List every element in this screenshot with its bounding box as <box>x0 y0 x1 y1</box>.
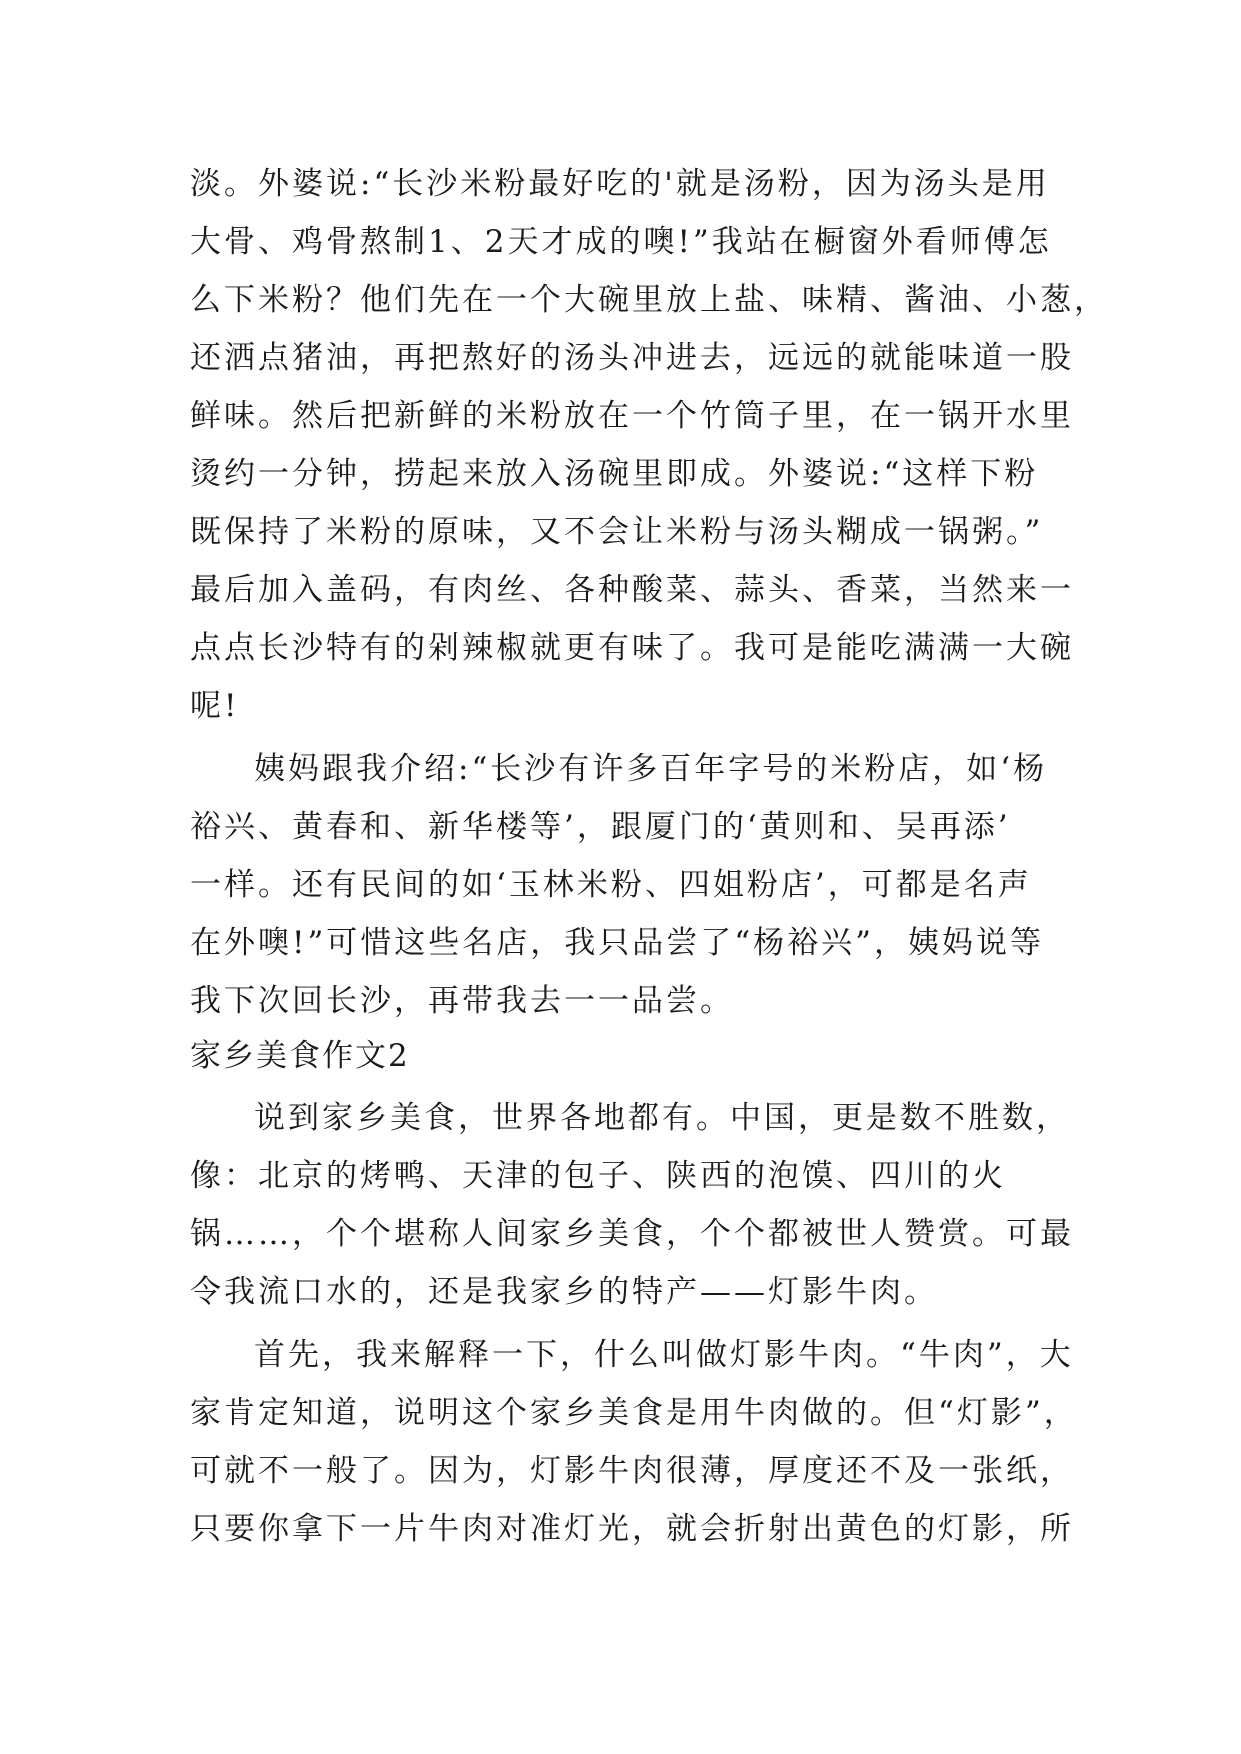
text-line: 最后加入盖码，有肉丝、各种酸菜、蒜头、香菜，当然来一 <box>190 572 1074 608</box>
text-line: 么下米粉？他们先在一个大碗里放上盐、味精、酱油、小葱， <box>190 282 1108 318</box>
text-line: 我下次回长沙，再带我去一一品尝。 <box>190 983 734 1019</box>
text-line: 首先，我来解释一下，什么叫做灯影牛肉。“牛肉”，大 <box>254 1337 1074 1373</box>
text-line: 像：北京的烤鸭、天津的包子、陕西的泡馍、四川的火 <box>190 1158 1006 1194</box>
text-line: 令我流口水的，还是我家乡的特产——灯影牛肉。 <box>190 1274 938 1310</box>
text-line: 还洒点猪油，再把熬好的汤头冲进去，远远的就能味道一股 <box>190 340 1074 376</box>
text-line: 鲜味。然后把新鲜的米粉放在一个竹筒子里，在一锅开水里 <box>190 398 1074 434</box>
text-line: 说到家乡美食，世界各地都有。中国，更是数不胜数， <box>254 1100 1070 1136</box>
text-line: 家肯定知道，说明这个家乡美食是用牛肉做的。但“灯影”， <box>190 1395 1078 1431</box>
text-line: 锅……，个个堪称人间家乡美食，个个都被世人赞赏。可最 <box>190 1216 1074 1252</box>
text-line: 姨妈跟我介绍:“长沙有许多百年字号的米粉店，如‘杨 <box>254 751 1048 787</box>
text-line: 呢! <box>190 688 240 724</box>
text-line: 只要你拿下一片牛肉对准灯光，就会折射出黄色的灯影，所 <box>190 1511 1074 1547</box>
text-line: 一样。还有民间的如‘玉林米粉、四姐粉店’，可都是名声 <box>190 867 1032 903</box>
text-line: 淡。外婆说:“长沙米粉最好吃的'就是汤粉，因为汤头是用 <box>190 166 1050 202</box>
section-heading: 家乡美食作文2 <box>190 1038 410 1074</box>
text-line: 在外噢!”可惜这些名店，我只品尝了“杨裕兴”，姨妈说等 <box>190 925 1044 961</box>
text-line: 烫约一分钟，捞起来放入汤碗里即成。外婆说:“这样下粉 <box>190 456 1039 492</box>
text-line: 裕兴、黄春和、新华楼等’，跟厦门的‘黄则和、吴再添’ <box>190 809 1011 845</box>
text-line: 可就不一般了。因为，灯影牛肉很薄，厚度还不及一张纸， <box>190 1453 1074 1489</box>
text-line: 既保持了米粉的原味，又不会让米粉与汤头糊成一锅粥。” <box>190 514 1044 550</box>
text-line: 点点长沙特有的剁辣椒就更有味了。我可是能吃满满一大碗 <box>190 630 1074 666</box>
text-line: 大骨、鸡骨熬制1、2天才成的噢!”我站在橱窗外看师傅怎 <box>190 224 1052 260</box>
